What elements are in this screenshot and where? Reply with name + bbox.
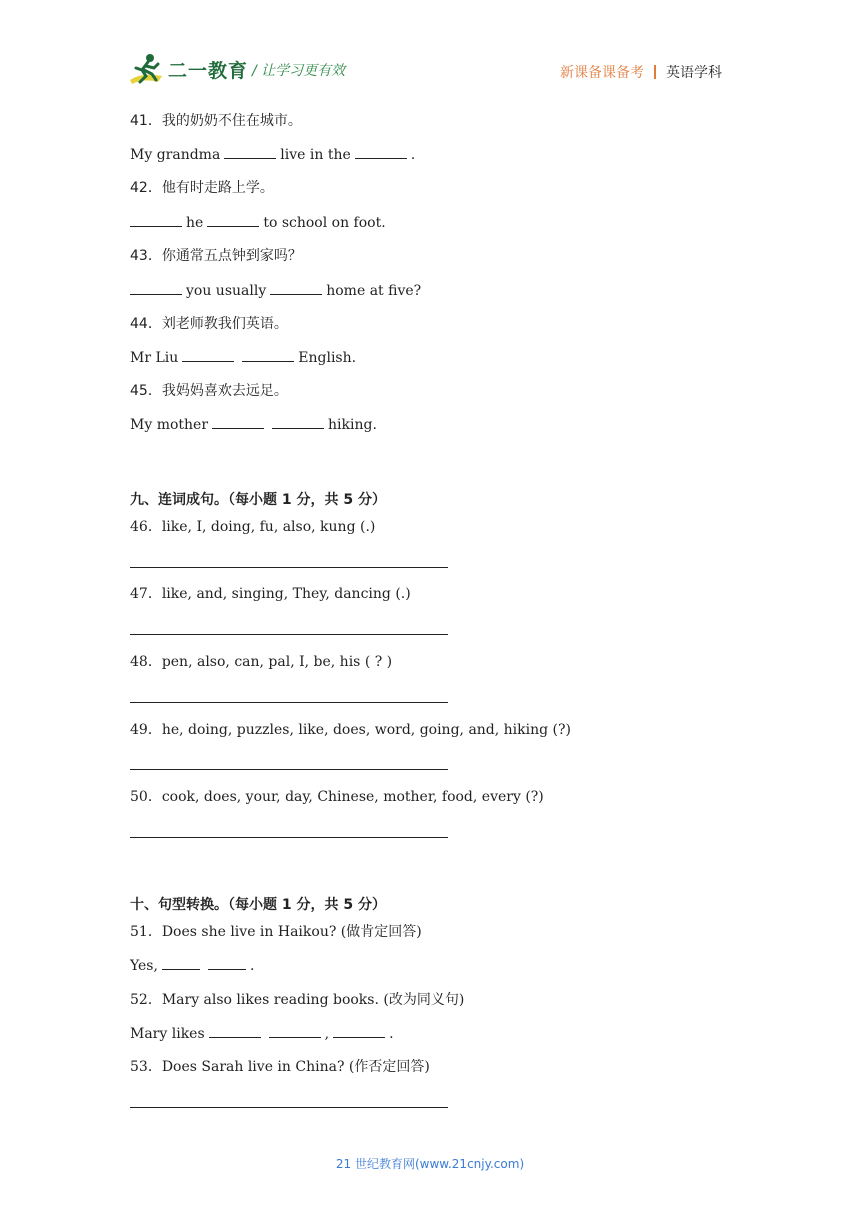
blank[interactable] (182, 349, 234, 362)
q53-prompt: 53．Does Sarah live in China? (作否定回答) (130, 1059, 430, 1075)
blank[interactable] (270, 282, 322, 295)
q43-prompt: 43．你通常五点钟到家吗？ (130, 248, 302, 264)
q50-answer-line[interactable] (130, 837, 448, 838)
q41-prompt: 41．我的奶奶不住在城市。 (130, 113, 302, 129)
q48-prompt: 48．pen, also, can, pal, I, be, his ( ? ) (130, 654, 393, 670)
q51-sentence: Yes, . (130, 958, 255, 974)
q52-sentence: Mary likes , . (130, 1026, 394, 1042)
q42-sentence: he to school on foot. (130, 214, 386, 232)
blank[interactable] (208, 957, 246, 970)
q49-answer-line[interactable] (130, 769, 448, 770)
blank[interactable] (207, 214, 259, 227)
page-header (0, 0, 860, 100)
section-10-title: 十、句型转换。（每小题 1 分，共 5 分） (130, 897, 386, 913)
q53-answer-line[interactable] (130, 1107, 448, 1108)
logo (128, 52, 248, 86)
header-tag-prep: 新课备课备考 (560, 65, 644, 81)
q43-sentence: you usually home at five? (130, 282, 421, 300)
q45-sentence: My mother hiking. (130, 417, 377, 433)
runner-logo-icon (128, 52, 166, 86)
q46-prompt: 46．like, I, doing, fu, also, kung (.) (130, 519, 376, 535)
q48-answer-line[interactable] (130, 702, 448, 703)
blank[interactable] (355, 146, 407, 159)
q47-prompt: 47．like, and, singing, They, dancing (.) (130, 586, 411, 602)
blank[interactable] (130, 214, 182, 227)
q45-prompt: 45．我妈妈喜欢去远足。 (130, 383, 288, 399)
blank[interactable] (242, 349, 294, 362)
blank[interactable] (162, 957, 200, 970)
q47-answer-line[interactable] (130, 634, 448, 635)
blank[interactable] (130, 282, 182, 295)
page-footer: 21 世纪教育网(www.21cnjy.com) (335, 1157, 525, 1171)
blank[interactable] (212, 416, 264, 429)
q49-prompt: 49．he, doing, puzzles, like, does, word, going, and, hiking (?) (130, 722, 571, 738)
q51-prompt: 51．Does she live in Haikou? (做肯定回答) (130, 924, 422, 940)
blank[interactable] (209, 1025, 261, 1038)
blank[interactable] (269, 1025, 321, 1038)
q44-sentence: Mr Liu English. (130, 350, 357, 366)
logo-text: 二一教育 (168, 59, 249, 82)
header-right (560, 62, 722, 82)
blank[interactable] (333, 1025, 385, 1038)
section-9-title: 九、连词成句。（每小题 1 分，共 5 分） (130, 492, 386, 508)
header-slogan: / 让学习更有效 (252, 63, 346, 79)
blank[interactable] (272, 416, 324, 429)
header-divider (654, 65, 656, 79)
q41-sentence: My grandma live in the . (130, 147, 416, 163)
q44-prompt: 44．刘老师教我们英语。 (130, 316, 288, 332)
header-tag-subject: 英语学科 (666, 65, 722, 81)
q52-prompt: 52．Mary also likes reading books. (改为同义句) (130, 992, 465, 1008)
blank[interactable] (224, 146, 276, 159)
q42-prompt: 42．他有时走路上学。 (130, 180, 274, 196)
q50-prompt: 50．cook, does, your, day, Chinese, mother, food, every (?) (130, 789, 544, 805)
q46-answer-line[interactable] (130, 567, 448, 568)
